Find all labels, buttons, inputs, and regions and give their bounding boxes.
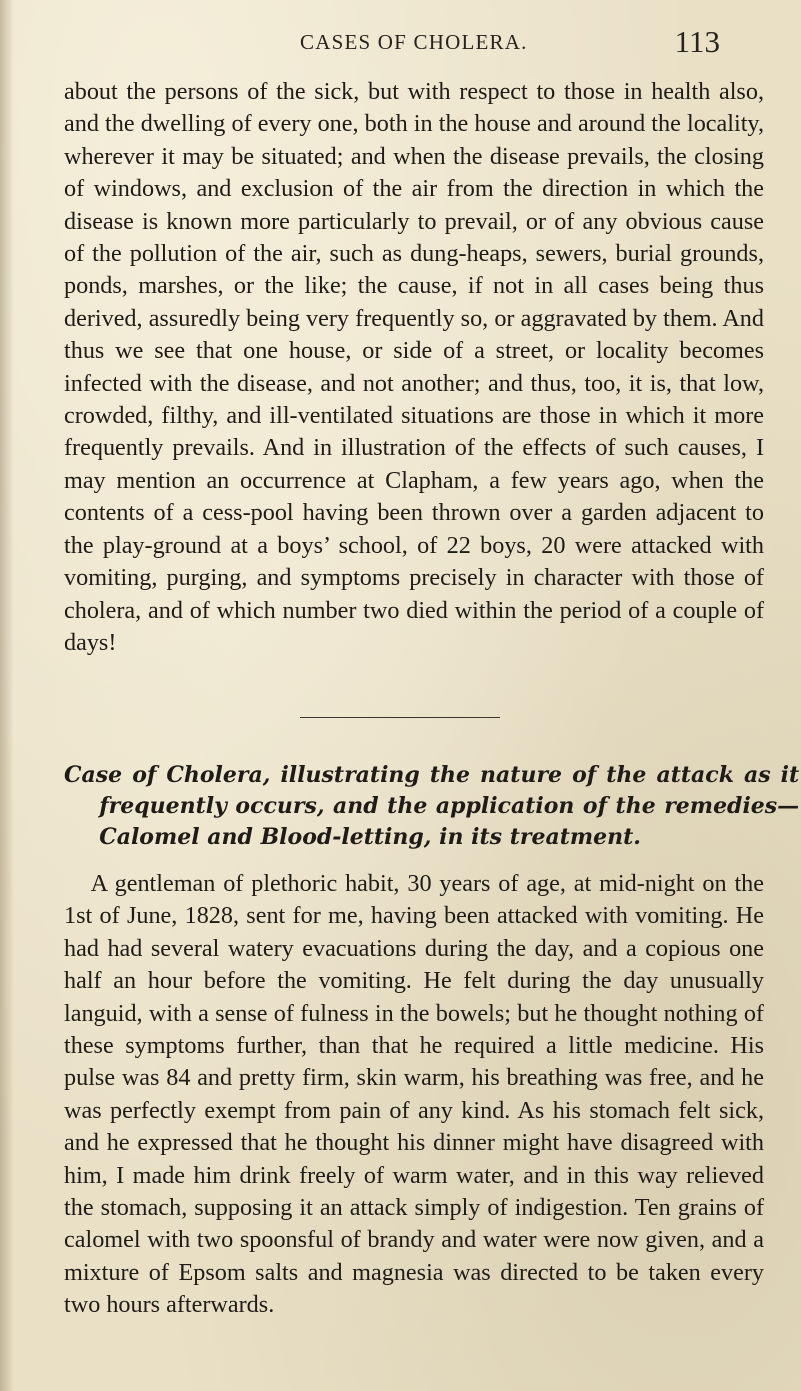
body-paragraph: about the persons of the sick, but with respect to those in health also, and the dwelling of every one, both in the house and around the locality, wherever it may be situated; and when the disease prevails, the closing of windows, and exclusion of the air from the direction in which the disease is known more particularly to prevail, or of any obvious cause of the pollution of the air, such as dung-heaps, sewers, burial grounds, ponds, marshes, or the like; the cause, if not in all cases being thus derived, assuredly being very frequently so, or aggravated by them. And thus we see that one house, or side of a street, or locality becomes infected with the disease, and not another; and thus, too, it is, that low, crowded, filthy, and ill-ventilated situations are those in which it more frequently prevails. And in illustration of the effects of such causes, I may mention an occurrence at Clapham, a few years ago, when the contents of a cess-pool having been thrown over a garden adjacent to the play-ground at a boys’ school, of 22 boys, 20 were attacked with vomiting, purging, and symptoms precisely in character with those of cholera, and of which number two died within the period of a couple of days! bbox=[64, 78, 764, 656]
case-heading: Case of Cholera, illustrating the nature of the attack as it frequently occurs, and the application of the remedies—Calomel and Blood-letting, in its treatment. bbox=[64, 762, 800, 850]
running-title: CASES OF CHOLERA. bbox=[300, 30, 528, 54]
running-head bbox=[300, 16, 720, 59]
case-paragraph: A gentleman of plethoric habit, 30 years of age, at mid-night on the 1st of June, 1828, sent for me, having been attacked with vomiting. He had had several watery evacuations during the day, and a copious one half an hour before the vomiting. He felt during the day unusually languid, with a sense of fulness in the bowels; but he thought nothing of these symptoms further, than that he required a little medicine. His pulse was 84 and pretty firm, skin warm, his breathing was free, and he was perfectly exempt from pain of any kind. As his stomach felt sick, and he expressed that he thought his dinner might have disagreed with him, I made him drink freely of warm water, and in this way relieved the stomach, supposing it an attack simply of indigestion. Ten grains of calomel with two spoonsful of brandy and water were now given, and a mixture of Epsom salts and magnesia was directed to be taken every two hours afterwards. bbox=[64, 870, 764, 1319]
page-number: 113 bbox=[674, 24, 720, 59]
section-divider-rule bbox=[300, 717, 500, 718]
page-edge-shadow bbox=[0, 0, 14, 1391]
